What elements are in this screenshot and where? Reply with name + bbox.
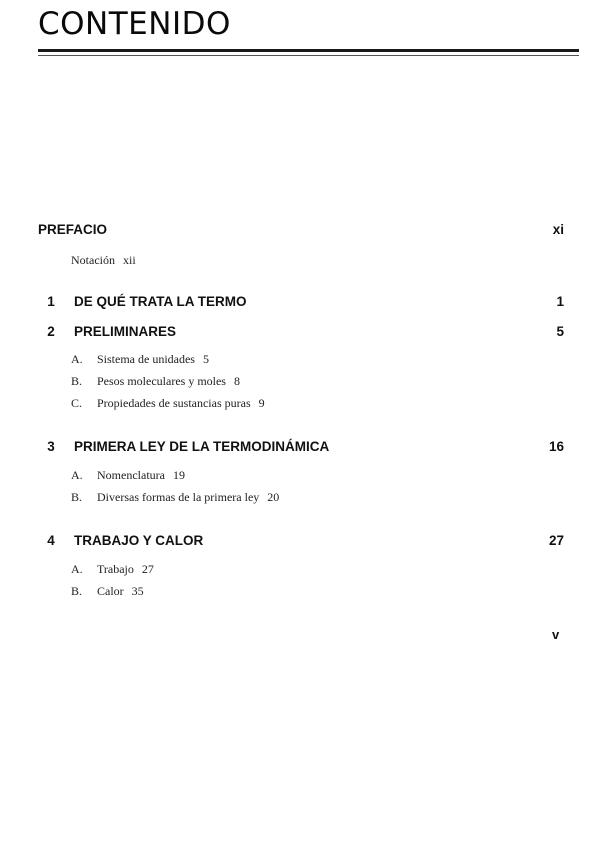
toc-section-2a (71, 352, 209, 370)
chapter-page: 5 (556, 324, 564, 339)
page-title: CONTENIDO (38, 6, 231, 42)
section-letter: B. (71, 584, 83, 598)
section-page: 9 (258, 396, 265, 410)
toc-subentry-page: xii (123, 253, 136, 267)
chapter-page: 27 (548, 533, 564, 548)
chapter-number: 4 (47, 533, 55, 548)
toc-entry-prefacio (38, 220, 564, 240)
toc-section-3b (71, 490, 279, 508)
section-title: Propiedades de sustancias puras (97, 396, 251, 410)
section-page: 35 (131, 584, 144, 598)
chapter-page: 1 (556, 294, 564, 309)
section-letter: B. (71, 374, 83, 388)
section-title: Nomenclatura (97, 468, 165, 482)
chapter-title: DE QUÉ TRATA LA TERMO (74, 294, 247, 309)
chapter-number: 2 (47, 324, 55, 339)
title-rule-thick (38, 49, 579, 52)
section-letter: C. (71, 396, 83, 410)
toc-chapter-2 (38, 322, 564, 342)
toc-section-2b (71, 374, 240, 392)
section-page: 20 (267, 490, 280, 504)
section-page: 27 (141, 562, 154, 576)
toc-chapter-1 (38, 292, 564, 312)
section-title: Pesos moleculares y moles (97, 374, 226, 388)
toc-section-3a (71, 468, 185, 486)
toc-subentry-title: Notación (71, 253, 115, 267)
toc-section-4a (71, 562, 154, 580)
toc-entry-title: PREFACIO (38, 222, 108, 237)
toc-section-2c (71, 396, 265, 414)
title-rule-thin (38, 55, 579, 56)
section-page: 19 (172, 468, 185, 482)
page-folio: v (552, 627, 560, 642)
toc-section-4b (71, 584, 144, 602)
section-letter: A. (71, 352, 83, 366)
toc-entry-page: xi (552, 222, 564, 237)
chapter-number: 1 (47, 294, 55, 309)
toc-chapter-3 (38, 437, 564, 457)
chapter-title: PRIMERA LEY DE LA TERMODINÁMICA (74, 439, 330, 454)
chapter-number: 3 (47, 439, 55, 454)
section-letter: A. (71, 468, 83, 482)
chapter-title: PRELIMINARES (74, 324, 177, 339)
chapter-title: TRABAJO Y CALOR (74, 533, 204, 548)
section-letter: A. (71, 562, 83, 576)
section-page: 5 (202, 352, 209, 366)
section-title: Sistema de unidades (97, 352, 195, 366)
toc-chapter-4 (38, 531, 564, 551)
toc-subentry-notacion (71, 253, 136, 271)
section-title: Trabajo (97, 562, 134, 576)
section-letter: B. (71, 490, 83, 504)
section-title: Diversas formas de la primera ley (97, 490, 260, 504)
section-title: Calor (97, 584, 124, 598)
chapter-page: 16 (548, 439, 564, 454)
section-page: 8 (233, 374, 240, 388)
